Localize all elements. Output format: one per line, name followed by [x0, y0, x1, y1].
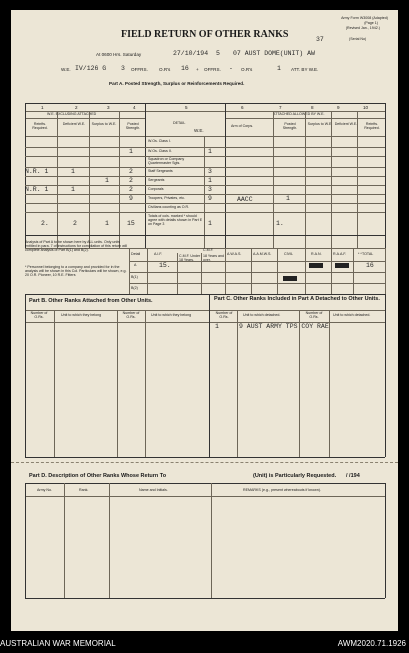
part-c-entry-num: 1: [215, 323, 219, 330]
header-att-posted: Posted Strength.: [282, 122, 298, 130]
cell-we: 3: [208, 168, 212, 175]
page-number: (Page 1): [364, 21, 378, 25]
part-a-title: Part A. Posted Strength, Surplus or Reinforcements Required.: [109, 81, 245, 86]
part-d-title: Part D. Description of Other Ranks Whose Return To: [29, 473, 167, 479]
col-number: 7: [279, 105, 282, 110]
row-label-wo-class-1: W.Os. Class I.: [148, 139, 171, 143]
header-att-surplus: Surplus to W.E.: [307, 122, 333, 126]
personnel-note: * Personnel belonging to a company and provided for in the analysis will be shown in this Col. Particulars will be shown, e.g. 20 O.R. Pioneer, 10 R.E. Fitters: [25, 265, 127, 277]
part-d-title-mid: (Unit) is Particularly Requested.: [253, 473, 337, 479]
ors-label: O.R's: [159, 67, 171, 72]
cell-posted: 2: [129, 186, 133, 193]
col-number: 10: [363, 105, 369, 110]
cell-total-posted: 15: [127, 220, 135, 227]
cell-total-we: 1: [208, 220, 212, 227]
analysis-header-ran: R.A.N.: [311, 252, 322, 256]
part-d-header-rank: Rank.: [79, 488, 89, 492]
we-value: IV/126 G: [75, 65, 107, 72]
cell-att-posted: 1: [286, 195, 290, 202]
ors-value: 16: [181, 65, 189, 72]
cell-reinf: N.R. 1: [25, 168, 49, 175]
row-label-staff-sergeants: Staff Sergeants: [148, 169, 173, 173]
row-label-wo-class-2: W.Os. Class II.: [148, 149, 172, 153]
part-c-header-unit2: Unit to which detached.: [333, 313, 371, 317]
analysis-header-aif: A.I.F.: [154, 252, 163, 256]
part-d-date: / /194: [346, 473, 360, 479]
revision-date: (Revised Jan., 1942.): [345, 26, 380, 30]
part-b-header-unit: Unit to which they belong: [61, 313, 102, 317]
cell-total-sur: 1: [105, 220, 109, 227]
return-time-label: At 0600 Hrs. Saturday: [96, 52, 142, 57]
col-number: 9: [337, 105, 340, 110]
offrs-attached-label: OFFRS.: [204, 67, 221, 72]
ors-attached-label: O.R's: [241, 67, 253, 72]
analysis-row-a: A: [134, 263, 137, 267]
group-right-header: ATTACHED ALLOWED BY W.E.: [273, 112, 325, 116]
row-label-troopers: Troopers, Privates, etc.: [148, 196, 186, 200]
cell-we: 3: [208, 186, 212, 193]
ors-attached-value: 1: [277, 65, 281, 72]
plus-sign: +: [196, 67, 199, 72]
army-form-label: Army Form W3008 (Adapted): [341, 16, 388, 20]
part-d-header-army-no: Army No.: [37, 488, 52, 492]
col-number: 4: [133, 105, 136, 110]
analysis-header-cmf-under18: C.M.F. Under 18 Years.: [179, 254, 201, 262]
col-number: 6: [241, 105, 244, 110]
part-b-header-num: Number of O.Rs.: [30, 311, 48, 319]
analysis-row-b1: B(1): [131, 275, 138, 279]
group-left-header: W.E. EXCLUDING ATTACHED: [47, 112, 97, 116]
header-posted-strength: Posted Strength.: [125, 122, 141, 130]
cell-total-reinf: 2.: [41, 220, 49, 227]
offrs-label: OFFRS.: [131, 67, 148, 72]
analysis-note: Analysis of Part A to be shown here by ALL units. Only units entitled in para. 7 of instructions for compilation of this return will complete analysis of Part B(1) and B(2).: [25, 240, 128, 252]
analysis-total-value: 16: [366, 262, 374, 269]
cell-arm: AACC: [237, 196, 253, 203]
cell-def: 1: [71, 186, 75, 193]
part-b-title: Part B. Other Ranks Attached from Other Units.: [29, 298, 153, 304]
row-label-sergeants: Sergeants: [148, 178, 165, 182]
unit-name: 07 AUST DOME(UNIT) AW: [233, 50, 315, 57]
att-by-we-label: ATT. BY W.E.: [291, 67, 319, 72]
header-att-deficient: Deficient W.E.: [334, 122, 358, 126]
form-title: FIELD RETURN OF OTHER RANKS: [121, 29, 289, 40]
redaction-block: [283, 276, 297, 281]
return-date: 27/10/194: [173, 50, 209, 57]
analysis-header-cmf-18plus: 18 Years and over.: [203, 254, 224, 262]
header-deficient: Deficient W.E.: [62, 122, 86, 126]
analysis-row-b2: B(2): [131, 286, 138, 290]
header-surplus: Surplus to W.E.: [91, 122, 117, 126]
offrs-value: 3: [121, 65, 125, 72]
analysis-header-detail: Detail: [131, 252, 141, 256]
cell-we: 9: [208, 195, 212, 202]
cell-sur: 1: [105, 177, 109, 184]
part-c-entry-unit: 9 AUST ARMY TPS COY RAE: [239, 323, 329, 330]
cell-we: 1: [208, 177, 212, 184]
analysis-aif-value: 15.: [159, 262, 171, 269]
header-arm-of-corps: Arm of Corps.: [231, 124, 254, 128]
part-b-header-num2: Number of O.Rs.: [122, 311, 140, 319]
cell-posted: 2: [129, 177, 133, 184]
offrs-attached-value: -: [229, 65, 233, 72]
form-page: [11, 10, 398, 631]
part-c-title: Part C. Other Ranks Included in Part A Detached to Other Units.: [214, 296, 380, 302]
analysis-header-cmf: C.M.F.: [203, 248, 214, 252]
serial-value: 37: [316, 36, 324, 43]
part-d-header-name: Name and Initials.: [139, 488, 168, 492]
cell-we: 1: [208, 148, 212, 155]
analysis-header-civil: CIVIL: [284, 252, 293, 256]
we-header: W.E.: [194, 128, 204, 133]
analysis-header-awas: A.W.A.S.: [227, 252, 242, 256]
analysis-header-other: * *: [358, 252, 362, 256]
redaction-block: [309, 263, 323, 268]
detail-header: DETAIL: [173, 121, 186, 125]
part-c-header-unit: Unit to which detached.: [243, 313, 281, 317]
analysis-header-total: TOTAL: [362, 252, 374, 256]
part-d-header-remarks: REMARKS (e.g., present whereabouts if known).: [243, 488, 321, 492]
cell-posted: 1: [129, 148, 133, 155]
footer-accession-number: AWM2020.71.1926: [337, 639, 406, 648]
analysis-header-aamws: A.A.M.W.S.: [253, 252, 272, 256]
col-number: 1: [41, 105, 44, 110]
row-label-civilians: Civilians counting as O.R.: [148, 205, 190, 209]
part-c-header-num: Number of O.Rs.: [215, 311, 233, 319]
cell-reinf: N.R. 1: [25, 186, 49, 193]
header-att-reinf: Reinfts. Required.: [364, 122, 380, 130]
col-number: 8: [311, 105, 314, 110]
header-reinforcements-required: Reinfts. Required.: [32, 122, 48, 130]
cell-total-att: 1.: [276, 220, 284, 227]
we-label: W.E.: [61, 67, 71, 72]
return-year: 5: [216, 50, 220, 57]
cell-posted: 2: [129, 168, 133, 175]
cell-posted: 9: [129, 195, 133, 202]
col-number: 5: [185, 105, 188, 110]
cell-total-def: 2: [73, 220, 77, 227]
row-label-totals: Totals of cols. marked * should agree with details shown in Part E on Page 3: [148, 214, 203, 226]
col-number: 2: [75, 105, 78, 110]
redaction-block: [335, 263, 349, 268]
footer-credit: AUSTRALIAN WAR MEMORIAL: [0, 639, 116, 648]
part-b-header-unit2: Unit to which they belong: [151, 313, 192, 317]
row-label-corporals: Corporals: [148, 187, 164, 191]
col-number: 3: [107, 105, 110, 110]
serial-label: (Serial No): [349, 37, 367, 41]
part-c-header-num2: Number of O.Rs.: [305, 311, 323, 319]
cell-def: 1: [71, 168, 75, 175]
row-label-sqms: Squadron or Company Quartermaster Sgts.: [148, 157, 185, 165]
analysis-header-raaf: R.A.A.F.: [333, 252, 347, 256]
